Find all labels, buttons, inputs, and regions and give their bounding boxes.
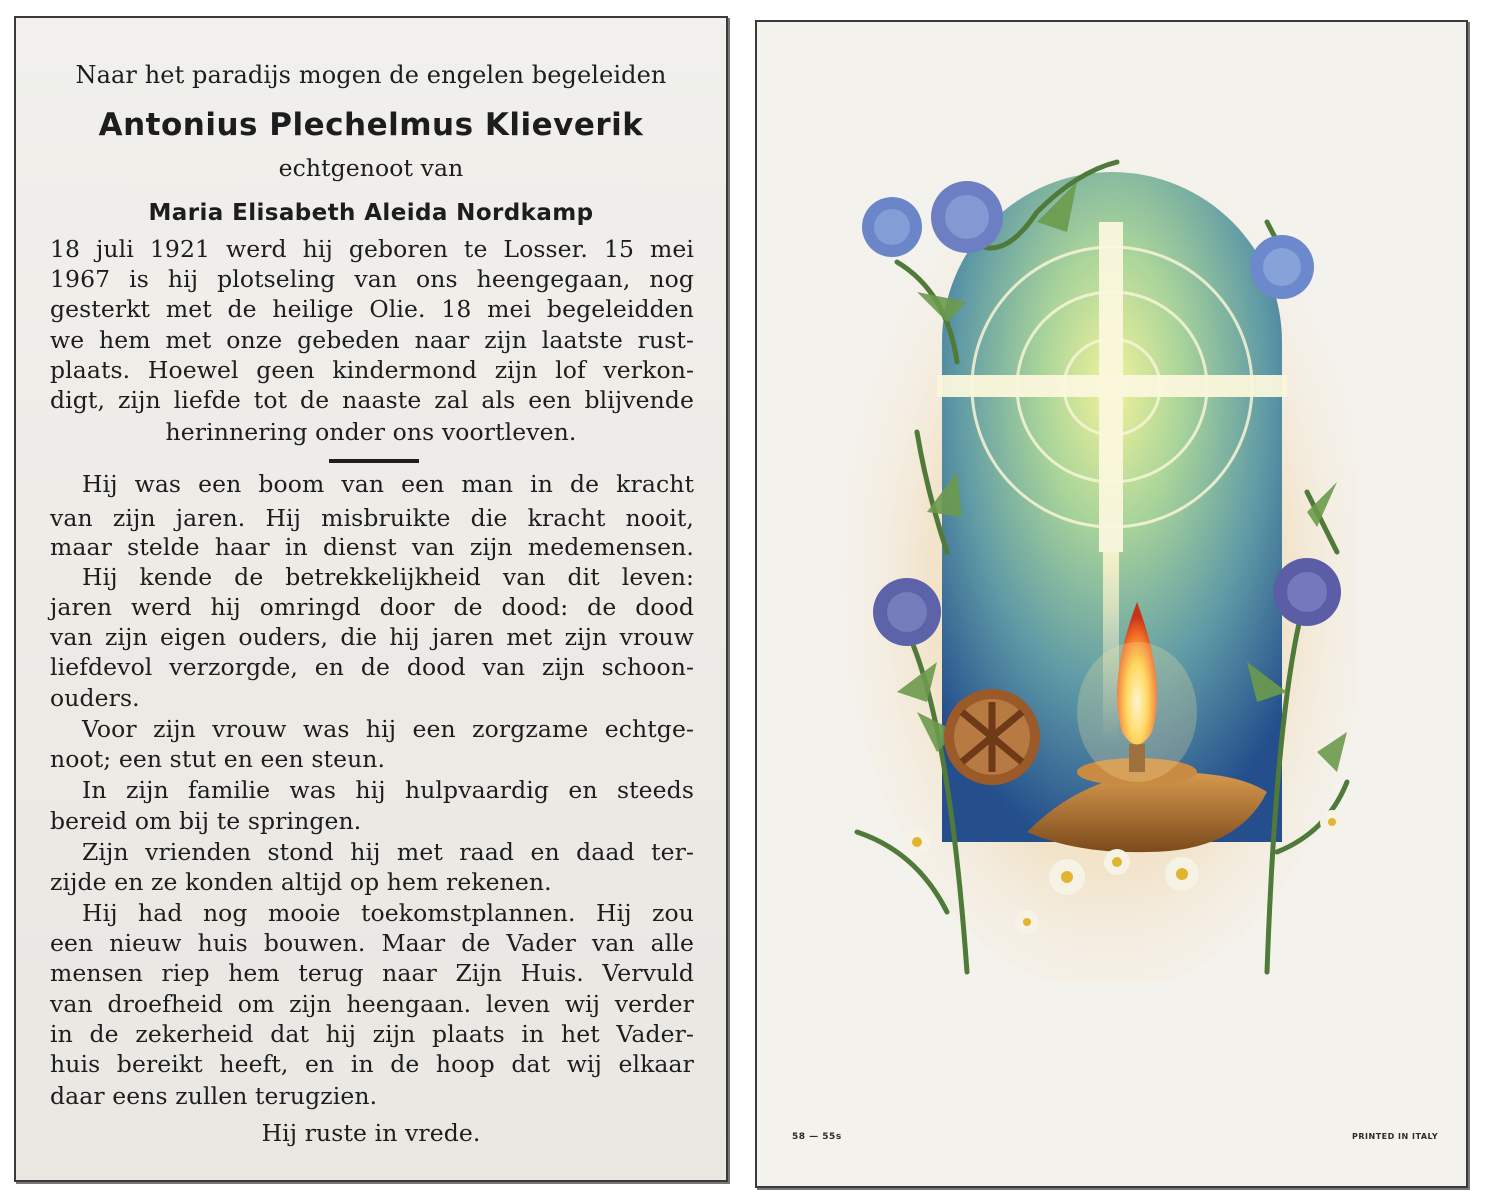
- divider-rule: [329, 459, 419, 463]
- bio-line: 1967 is hij plotseling van ons heengegaan, nog: [50, 265, 694, 293]
- tribute-line: van zijn jaren. Hij misbruikte die kracht nooit,: [50, 504, 694, 532]
- tribute-line: in de zekerheid dat hij zijn plaats in het Vader-: [50, 1020, 694, 1048]
- devotional-illustration: [837, 132, 1357, 982]
- tribute-line: huis bereikt heeft, en in de hoop dat wij elkaar: [50, 1050, 694, 1078]
- bio-line: herinnering onder ons voortleven.: [165, 418, 577, 446]
- spouse-name: Maria Elisabeth Aleida Nordkamp: [148, 200, 594, 226]
- tribute-line: liefdevol verzorgde, en de dood van zijn schoon-: [50, 653, 694, 681]
- intro-line: Naar het paradijs mogen de engelen begeleiden: [75, 61, 667, 89]
- tribute-line: maar stelde haar in dienst van zijn medemensen.: [50, 533, 694, 561]
- tribute-line: Hij had nog mooie toekomstplannen. Hij zou: [82, 899, 694, 927]
- print-code: 58 — 55s: [792, 1132, 842, 1142]
- bio-line: digt, zijn liefde tot de naaste zal als een blijvende: [50, 386, 694, 414]
- printed-in-italy: PRINTED IN ITALY: [1352, 1132, 1439, 1141]
- bio-line: gesterkt met de heilige Olie. 18 mei begeleidden: [50, 295, 694, 323]
- bio-line: we hem met onze gebeden naar zijn laatste rust-: [50, 326, 694, 354]
- tribute-line: ouders.: [50, 684, 140, 712]
- tribute-line: bereid om bij te springen.: [50, 807, 362, 835]
- tribute-line: mensen riep hem terug naar Zijn Huis. Vervuld: [50, 959, 694, 987]
- bio-line: plaats. Hoewel geen kindermond zijn lof verkon-: [50, 356, 694, 384]
- wheel-emblem: [944, 689, 1040, 785]
- relation-line: echtgenoot van: [278, 154, 464, 182]
- tribute-line: Voor zijn vrouw was hij een zorgzame echtge-: [82, 715, 694, 743]
- picture-card: [755, 20, 1468, 1188]
- tribute-line: noot; een stut en een steun.: [50, 745, 386, 773]
- tribute-line: een nieuw huis bouwen. Maar de Vader van alle: [50, 929, 694, 957]
- text-card: [14, 16, 728, 1182]
- tribute-line: van droefheid om zijn heengaan. leven wij verder: [50, 990, 694, 1018]
- deceased-name: Antonius Plechelmus Klieverik: [98, 107, 644, 143]
- tribute-line: Hij was een boom van een man in de kracht: [82, 470, 694, 498]
- tribute-line: Hij kende de betrekkelijkheid van dit leven:: [82, 563, 694, 591]
- tribute-line: zijde en ze konden altijd op hem rekenen.: [50, 868, 552, 896]
- tribute-line: daar eens zullen terugzien.: [50, 1082, 378, 1110]
- tribute-line: van zijn eigen ouders, die hij jaren met zijn vrouw: [50, 623, 694, 651]
- tribute-line: Zijn vrienden stond hij met raad en daad ter-: [82, 838, 694, 866]
- tribute-line: In zijn familie was hij hulpvaardig en steeds: [82, 776, 694, 804]
- bio-line: 18 juli 1921 werd hij geboren te Losser. 15 mei: [50, 235, 694, 263]
- tribute-line: jaren werd hij omringd door de dood: de dood: [50, 593, 694, 621]
- closing-line: Hij ruste in vrede.: [261, 1119, 481, 1147]
